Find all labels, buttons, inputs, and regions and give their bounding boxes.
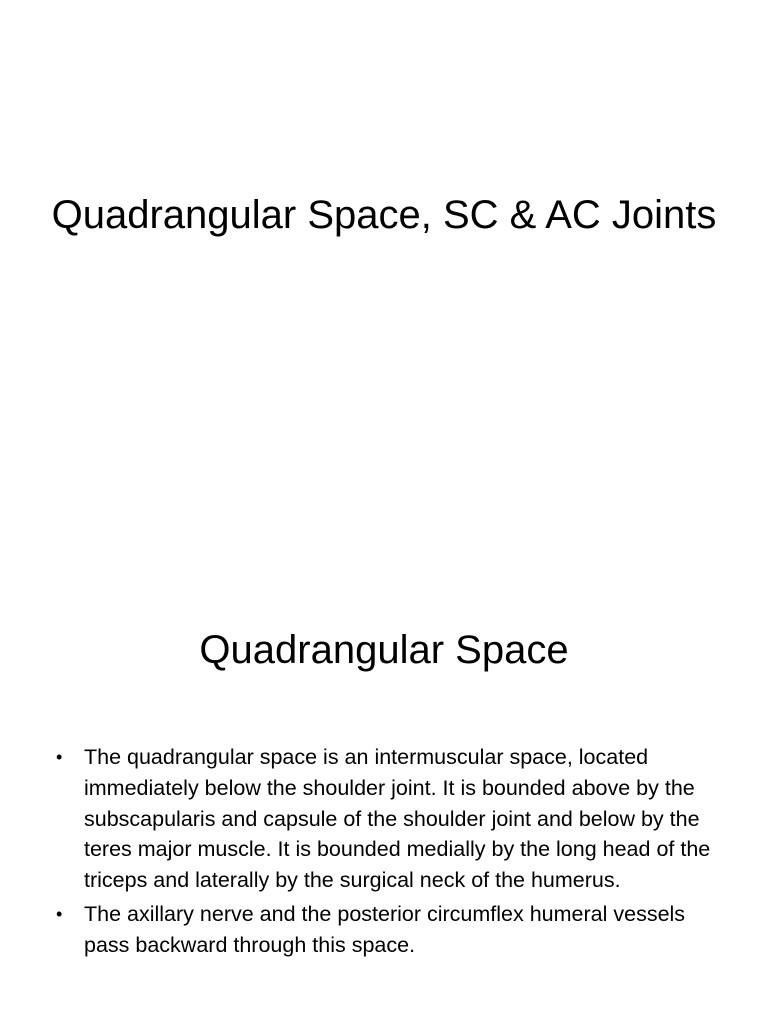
bullet-icon: • [56,747,63,767]
bullet-item-2 [52,899,732,961]
slide-title: Quadrangular Space, SC & AC Joints [51,193,717,237]
bullet-list [52,742,732,964]
section-heading: Quadrangular Space [199,628,569,672]
bullet-text-1: The quadrangular space is an intermuscular space, located immediately below the shoulder joint. It is bounded above by the subscapularis and capsule of the shoulder joint and below by the teres major muscle. It is bounded medially by the long head of the triceps and laterally by the surgical neck of the humerus. [84,745,711,893]
bullet-text-2: The axillary nerve and the posterior circumflex humeral vessels pass backward through this space. [84,901,686,957]
content-slide [0,512,768,1024]
bullet-icon: • [56,903,63,924]
bullet-item-1 [52,742,732,896]
